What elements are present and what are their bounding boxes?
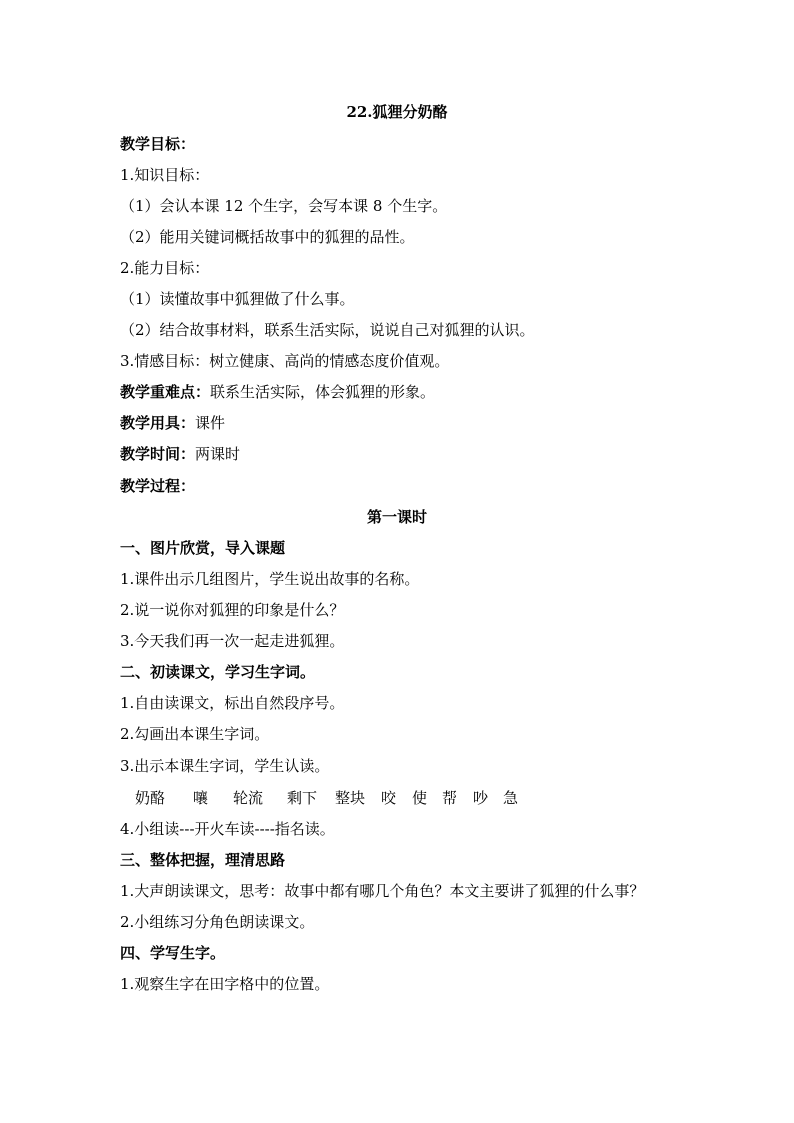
- emotion-objective: 3.情感目标：树立健康、高尚的情感态度价值观。: [120, 352, 450, 370]
- vocabulary-word: 吵: [473, 789, 489, 807]
- process-heading: 教学过程：: [120, 477, 196, 495]
- section-item: 1.观察生字在田字格中的位置。: [120, 975, 330, 993]
- vocabulary-word: 急: [503, 789, 519, 807]
- ability-objective-label: 2.能力目标：: [120, 259, 210, 277]
- tools-label: 教学用具：: [120, 414, 196, 432]
- key-points-text: 联系生活实际，体会狐狸的形象。: [210, 383, 436, 401]
- section-item: 1.课件出示几组图片，学生说出故事的名称。: [120, 570, 420, 588]
- objectives-heading: 教学目标：: [120, 135, 196, 153]
- ability-objective-item: （1）读懂故事中狐狸做了什么事。: [120, 290, 355, 308]
- section-heading: 四、学写生字。: [120, 944, 226, 962]
- knowledge-objective-label: 1.知识目标：: [120, 166, 210, 184]
- vocabulary-word: 奶酪: [135, 789, 166, 807]
- vocabulary-word: 剩下: [287, 789, 318, 807]
- vocabulary-word: 轮流: [233, 789, 264, 807]
- knowledge-objective-item: （1）会认本课 12 个生字，会写本课 8 个生字。: [120, 197, 448, 215]
- tools-row: [120, 413, 225, 433]
- section-item: 4.小组读---开火车读----指名读。: [120, 820, 335, 838]
- key-points-label: 教学重难点：: [120, 383, 211, 401]
- time-row: [120, 444, 240, 464]
- ability-objective-item: （2）结合故事材料，联系生活实际，说说自己对狐狸的认识。: [120, 321, 535, 339]
- section-heading: 二、初读课文，学习生字词。: [120, 663, 316, 681]
- vocabulary-word: 使: [412, 789, 428, 807]
- section-heading: 一、图片欣赏，导入课题: [120, 539, 286, 557]
- document-title: 22.狐狸分奶酪: [346, 103, 448, 121]
- section-heading: 三、整体把握，理清思路: [120, 851, 286, 869]
- section-item: 3.出示本课生字词，学生认读。: [120, 757, 330, 775]
- section-item: 2.勾画出本课生字词。: [120, 725, 270, 743]
- lesson-title: 第一课时: [366, 508, 427, 526]
- section-item: 2.说一说你对狐狸的印象是什么？: [120, 601, 345, 619]
- section-item: 1.自由读课文，标出自然段序号。: [120, 694, 345, 712]
- knowledge-objective-item: （2）能用关键词概括故事中的狐狸的品性。: [120, 228, 415, 246]
- vocabulary-word: 整块: [335, 789, 366, 807]
- vocabulary-word: 嚷: [193, 789, 209, 807]
- time-label: 教学时间：: [120, 445, 196, 463]
- vocabulary-word: 咬: [381, 789, 397, 807]
- key-points-row: [120, 382, 435, 402]
- vocabulary-words: [135, 788, 523, 808]
- vocabulary-word: 帮: [442, 789, 458, 807]
- section-item: 3.今天我们再一次一起走进狐狸。: [120, 632, 345, 650]
- section-item: 2.小组练习分角色朗读课文。: [120, 913, 315, 931]
- section-item: 1.大声朗读课文，思考：故事中都有哪几个角色？本文主要讲了狐狸的什么事？: [120, 882, 645, 900]
- tools-text: 课件: [195, 414, 226, 432]
- time-text: 两课时: [195, 445, 241, 463]
